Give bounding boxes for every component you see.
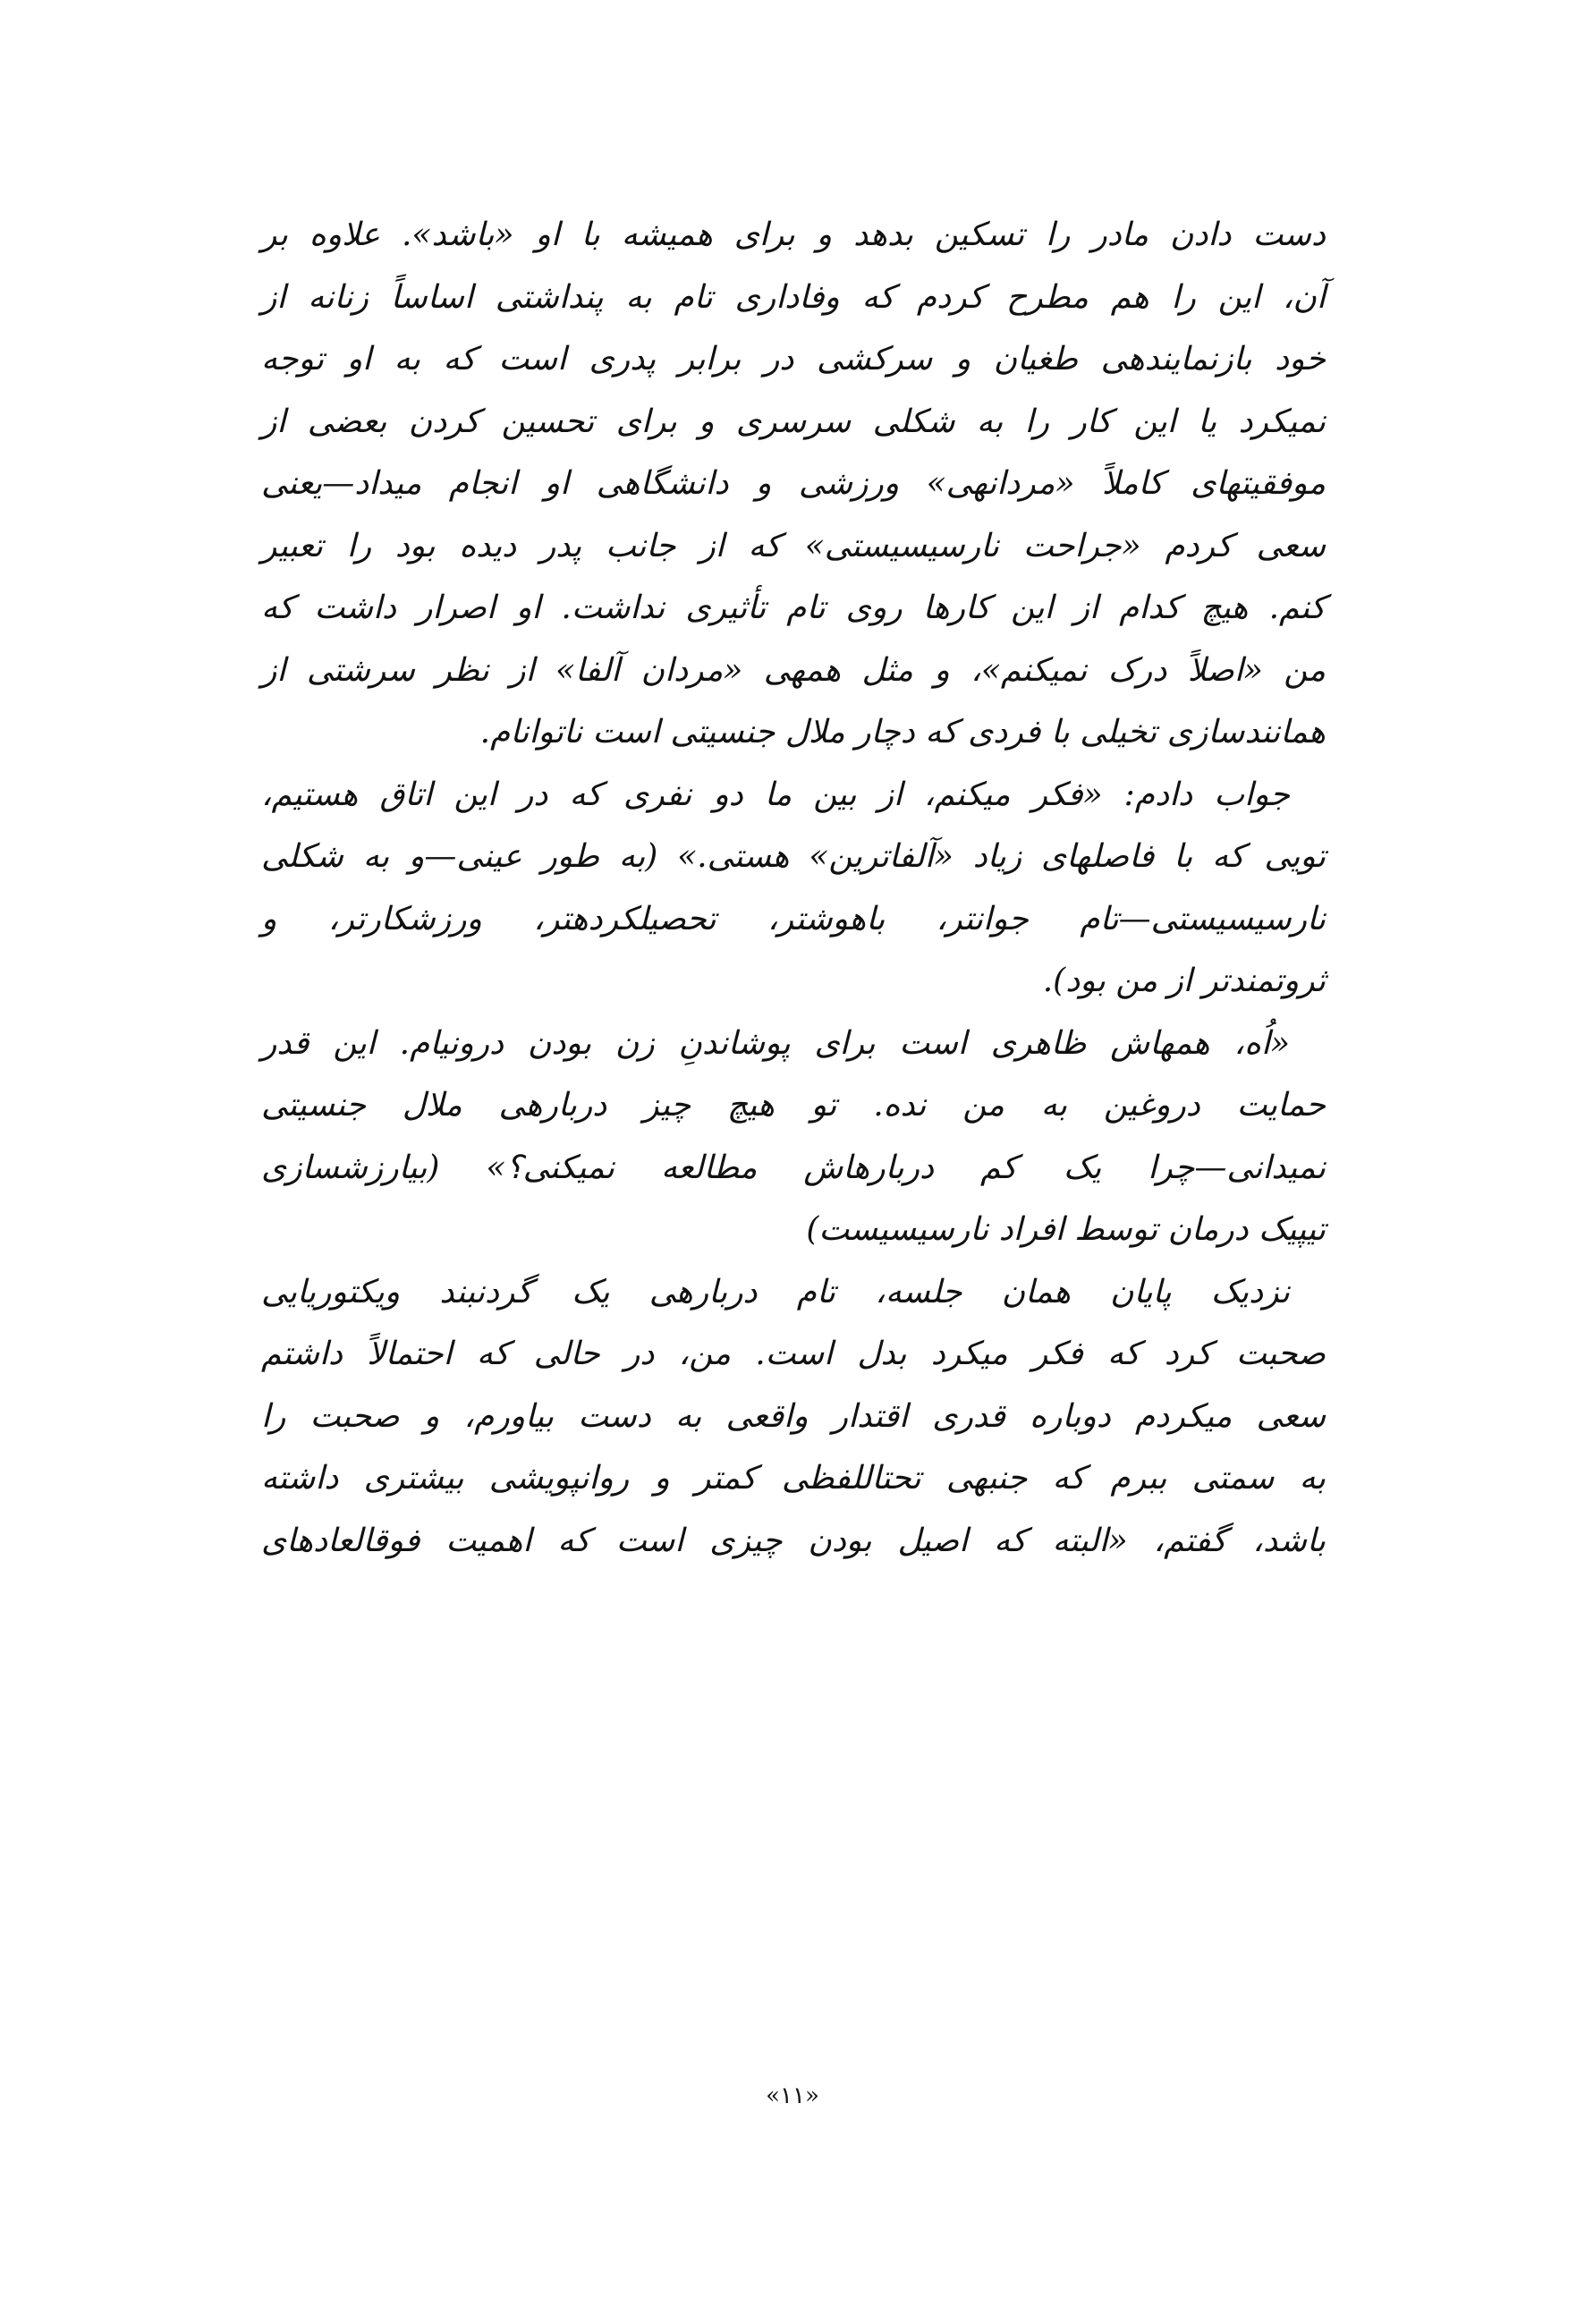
text-line: نارسیسیستی—تام جوانتر، باهوشتر، تحصیلکردهتر، ورزشکارتر، و [261, 900, 1326, 937]
text-line: ثروتمندتر از من بود). [1042, 963, 1326, 999]
text-line: دست دادن مادر را تسکین بدهد و برای همیشه با او «باشد». علاوه بر [261, 216, 1326, 253]
text-line: سعی میکردم دوباره قدری اقتدار واقعی به دست بیاورم، و صحبت را [261, 1397, 1326, 1435]
paragraph-3-cont [261, 1074, 1326, 1261]
paragraph-3 [261, 1013, 1326, 1075]
text-line: صحبت کرد که فکر میکرد بدل است. من، در حالی که احتمالاً داشتم [261, 1336, 1326, 1372]
text-line: باشد، گفتم، «البته که اصیل بودن چیزی است که اهمیت فوقالعادهای [261, 1522, 1326, 1559]
text-line: به سمتی ببرم که جنبهی تحتاللفظی کمتر و روانپویشی بیشتری داشته [261, 1460, 1326, 1497]
text-line: آن، این را هم مطرح کردم که وفاداری تام به پنداشتی اساساً زنانه از [261, 278, 1326, 316]
paragraph-1 [261, 204, 1326, 764]
text-line: تیپیک درمان توسط افراد نارسیسیست) [806, 1211, 1326, 1248]
paragraph-4-cont [261, 1323, 1326, 1572]
paragraph-2 [261, 764, 1326, 827]
text-line: نمیکرد یا این کار را به شکلی سرسری و برای تحسین کردن بعضی از [261, 403, 1326, 440]
text-line: حمایت دروغین به من نده. تو هیچ چیز دربارهی ملال جنسیتی [261, 1087, 1326, 1124]
text-line: «اُه، همهاش ظاهری است برای پوشاندنِ زن بودن درونیام. این قدر [261, 1024, 1290, 1062]
text-line: من «اصلاً درک نمیکنم»، و مثل همهی «مردان آلفا» از نظر سرشتی از [261, 651, 1326, 689]
text-line: خود بازنمایندهی طغیان و سرکشی در برابر پدری است که به او توجه [261, 341, 1326, 377]
body-text [261, 204, 1326, 1572]
paragraph-2-cont [261, 826, 1326, 1013]
text-line: کنم. هیچ کدام از این کارها روی تام تأثیری نداشت. او اصرار داشت که [261, 589, 1326, 626]
text-line: نزدیک پایان همان جلسه، تام دربارهی یک گردنبند ویکتوریایی [261, 1273, 1290, 1310]
paragraph-4 [261, 1261, 1326, 1324]
text-line: نمیدانی—چرا یک کم دربارهاش مطالعه نمیکنی؟» (بیارزشسازی [261, 1149, 1326, 1186]
page-number: «۱۱» [766, 2082, 819, 2109]
text-line: سعی کردم «جراحت نارسیسیستی» که از جانب پدر دیده بود را تعبیر [261, 527, 1326, 564]
text-line: همانندسازی تخیلی با فردی که دچار ملال جنسیتی است ناتوانام. [479, 714, 1326, 751]
text-line: تویی که با فاصلهای زیاد «آلفاترین» هستی.» (به طور عینی—و به شکلی [261, 838, 1326, 875]
text-line: موفقیتهای کاملاً «مردانهی» ورزشی و دانشگاهی او انجام میداد—یعنی [261, 465, 1326, 502]
text-line: جواب دادم: «فکر میکنم، از بین ما دو نفری که در این اتاق هستیم، [261, 776, 1290, 813]
